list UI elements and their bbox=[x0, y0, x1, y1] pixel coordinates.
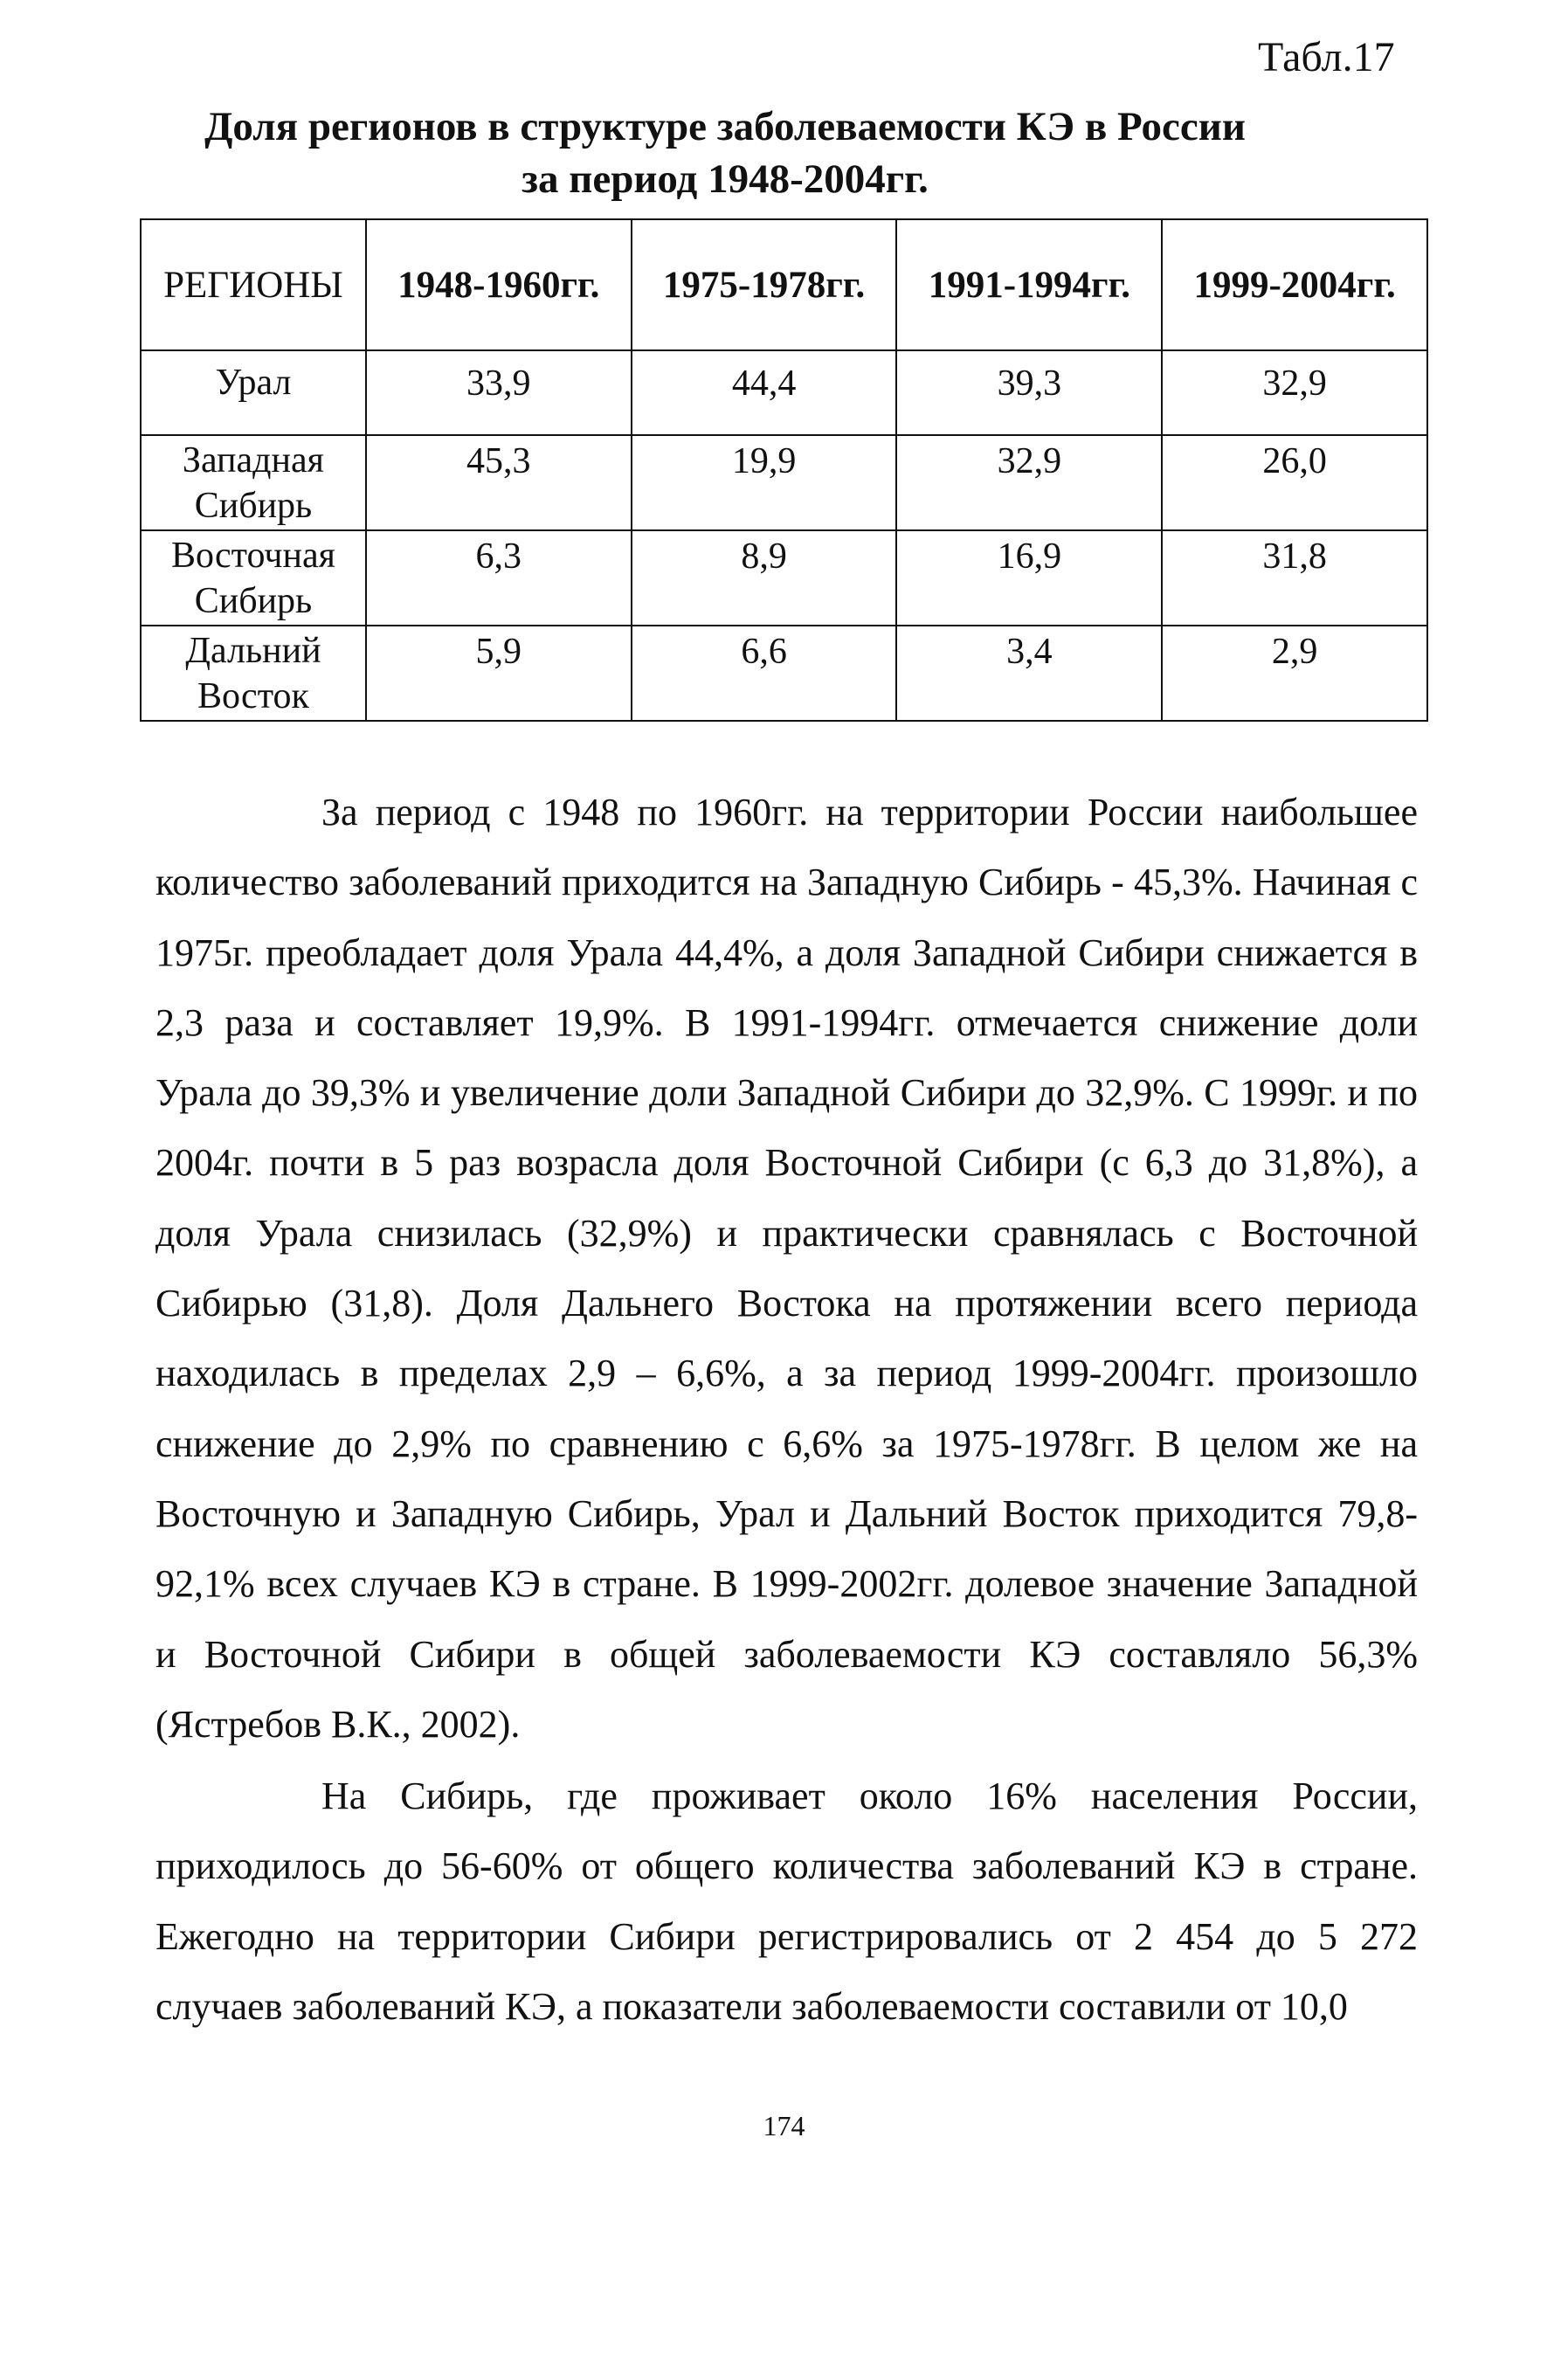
table-row bbox=[141, 435, 1427, 530]
row-region-label: Дальний Восток bbox=[141, 626, 366, 721]
header-regions: РЕГИОНЫ bbox=[141, 219, 366, 350]
table-row bbox=[141, 530, 1427, 626]
body-text bbox=[155, 778, 1418, 2042]
header-period-4: 1999-2004гг. bbox=[1162, 219, 1427, 350]
table-title bbox=[140, 100, 1310, 205]
table-row bbox=[141, 350, 1427, 435]
table-header-row bbox=[141, 219, 1427, 350]
table-number: Табл.17 bbox=[1258, 34, 1395, 80]
table-cell: 26,0 bbox=[1162, 435, 1427, 530]
header-period-3: 1991-1994гг. bbox=[896, 219, 1162, 350]
table-cell: 32,9 bbox=[1162, 350, 1427, 435]
table-cell: 2,9 bbox=[1162, 626, 1427, 721]
table-row bbox=[141, 626, 1427, 721]
table-cell: 44,4 bbox=[632, 350, 897, 435]
header-period-2: 1975-1978гг. bbox=[632, 219, 897, 350]
table-cell: 6,3 bbox=[366, 530, 632, 626]
table-cell: 31,8 bbox=[1162, 530, 1427, 626]
table-cell: 6,6 bbox=[632, 626, 897, 721]
table-title-line-1: Доля регионов в структуре заболеваемости КЭ в России bbox=[204, 104, 1246, 149]
table-cell: 3,4 bbox=[896, 626, 1162, 721]
paragraph: За период с 1948 по 1960гг. на территории России наибольшее количество заболеваний приходится на Западную Сибирь - 45,3%. Начиная с 1975г. преобладает доля Урала 44,4%, а доля Западной Сибири снижается в 2,3 раза и составляет 19,9%. В 1991-1994гг. отмечается снижение доли Урала до 39,3% и увеличение доли Западной Сибири до 32,9%. С 1999г. и по 2004г. почти в 5 раз возрасла доля Восточной Сибири (с 6,3 до 31,8%), а доля Урала снизилась (32,9%) и практически сравнялась с Восточной Сибирью (31,8). Доля Дальнего Востока на протяжении всего периода находилась в пределах 2,9 – 6,6%, а за период 1999-2004гг. произошло снижение до 2,9% по сравнению с 6,6% за 1975-1978гг. В целом же на Восточную и Западную Сибирь, Урал и Дальний Восток приходится 79,8-92,1% всех случаев КЭ в стране. В 1999-2002гг. долевое значение Западной и Восточной Сибири в общей заболеваемости КЭ составляло 56,3% (Ястребов В.К., 2002). bbox=[155, 791, 1418, 1746]
table-cell: 5,9 bbox=[366, 626, 632, 721]
row-region-label: Восточная Сибирь bbox=[141, 530, 366, 626]
table-cell: 16,9 bbox=[896, 530, 1162, 626]
table-cell: 32,9 bbox=[896, 435, 1162, 530]
table-cell: 33,9 bbox=[366, 350, 632, 435]
row-region-label: Урал bbox=[141, 350, 366, 435]
table-cell: 8,9 bbox=[632, 530, 897, 626]
data-table bbox=[140, 218, 1428, 722]
header-period-1: 1948-1960гг. bbox=[366, 219, 632, 350]
page-number: 174 bbox=[763, 2110, 805, 2141]
table-cell: 39,3 bbox=[896, 350, 1162, 435]
row-region-label: Западная Сибирь bbox=[141, 435, 366, 530]
table-cell: 45,3 bbox=[366, 435, 632, 530]
table-title-line-2: за период 1948-2004гг. bbox=[522, 156, 929, 202]
paragraph: На Сибирь, где проживает около 16% населения России, приходилось до 56-60% от общего количества заболеваний КЭ в стране. Ежегодно на территории Сибири регистрировались от 2 454 до 5 272 случаев заболеваний КЭ, а показатели заболеваемости составили от 10,0 bbox=[155, 1774, 1418, 2029]
table-cell: 19,9 bbox=[632, 435, 897, 530]
